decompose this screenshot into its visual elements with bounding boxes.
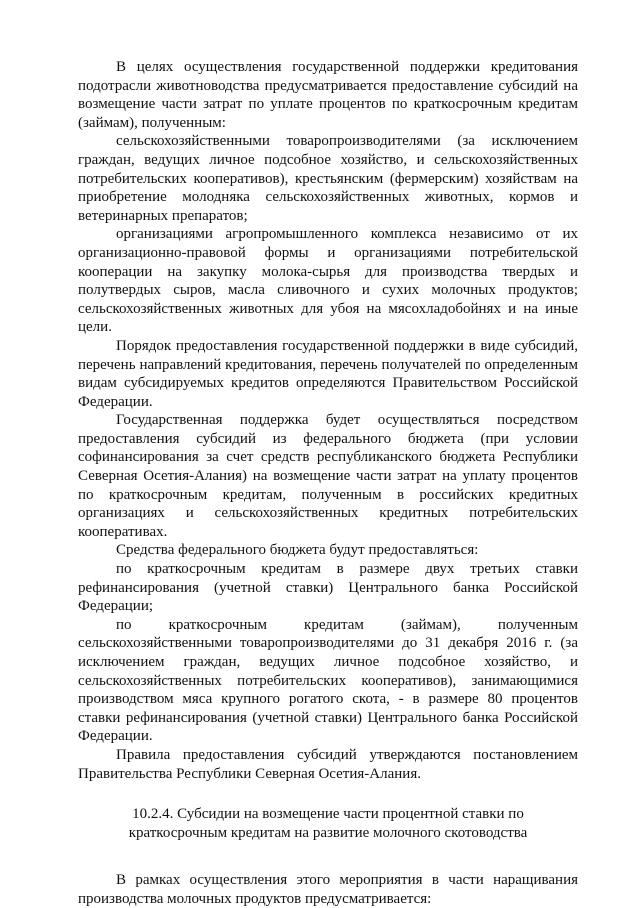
paragraph-state-support: Государственная поддержка будет осуществляться посредством предоставления субсидий из федерального бюджета (при условии софинансирования за счет средств республиканского бюджета Республики Северная Осетия-Алания) на возмещение части затрат на уплату процентов по краткосрочным кредитам, полученным в российских кредитных организациях и сельскохозяйственных кредитных потребительских кооперативах. — [78, 412, 578, 540]
paragraph-intro: В целях осуществления государственной поддержки кредитования подотрасли животноводства предусматривается предоставление субсидий на возмещение части затрат по уплате процентов по краткосрочным кредитам (займам), полученным: — [78, 59, 578, 131]
section-heading-line-2: краткосрочным кредитам на развитие молочного скотоводства — [128, 825, 528, 842]
section-heading — [78, 805, 578, 843]
paragraph-federal-funds: Средства федерального бюджета будут предоставляться: — [116, 542, 479, 559]
paragraph-rules: Правила предоставления субсидий утверждаются постановлением Правительства Республики Северная Осетия-Алания. — [78, 746, 578, 782]
paragraph-dairy-measures: В рамках осуществления этого мероприятия в части наращивания производства молочных продуктов предусматривается: — [78, 872, 578, 907]
paragraph-support-procedure: Порядок предоставления государственной поддержки в виде субсидий, перечень направлений кредитования, перечень получателей по определенным видам субсидируемых кредитов определяются Правительством Российской Федерации. — [78, 337, 578, 410]
paragraph-short-term-credits: по краткосрочным кредитам в размере двух третьих ставки рефинансирования (учетной ставки) Центрального банка Российской Федерации; — [78, 561, 578, 615]
document-body — [78, 58, 578, 908]
paragraph-cattle-credits: по краткосрочным кредитам (займам), полученным сельскохозяйственными товаропроизводителями до 31 декабря 2016 г. (за исключением граждан, ведущих личное подсобное хозяйство, и сельскохозяйственных потребительских кооперативов), занимающимися производством мяса крупного рогатого скота, - в размере 80 процентов ставки рефинансирования (учетной ставки) Центрального банка Российской Федерации. — [78, 616, 578, 745]
section-heading-line-1: 10.2.4. Субсидии на возмещение части процентной ставки по — [132, 806, 524, 823]
paragraph-agricultural-producers: сельскохозяйственными товаропроизводителями (за исключением граждан, ведущих личное подсобное хозяйство, и сельскохозяйственных потребительских кооперативов), крестьянским (фермерским) хозяйствам на приобретение молодняка сельскохозяйственных животных, кормов и ветеринарных препаратов; — [78, 133, 578, 224]
paragraph-agro-organizations: организациями агропромышленного комплекса независимо от их организационно-правовой формы и организациями потребительской кооперации на закупку молока-сырья для производства твердых и полутвердых сыров, масла сливочного и сухих молочных продуктов; сельскохозяйственных животных для убоя на мясохладобойнях и на иные цели. — [78, 226, 578, 336]
